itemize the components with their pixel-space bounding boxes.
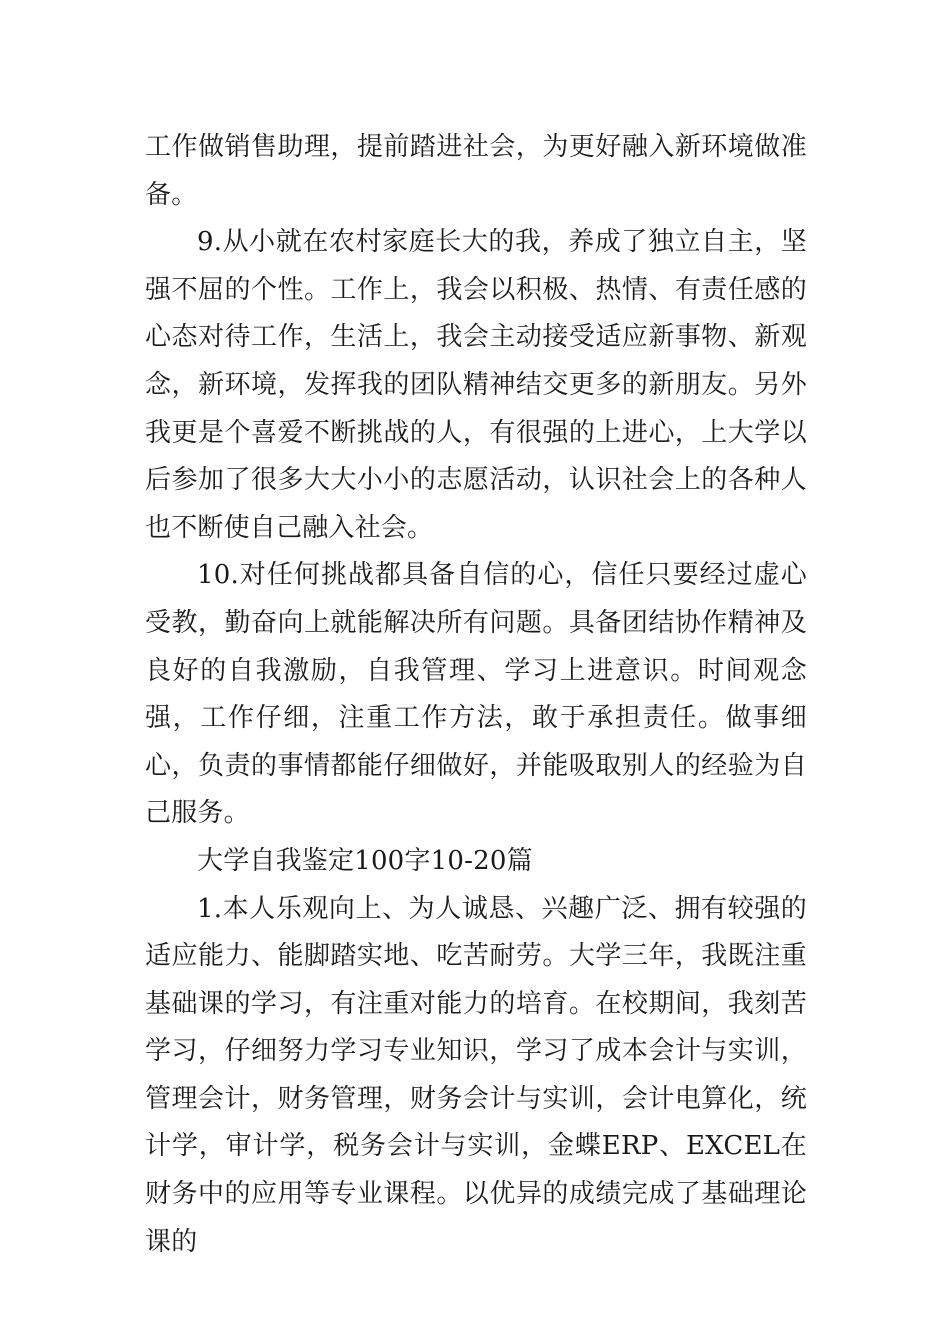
- section-heading: 大学自我鉴定100字10-20篇: [197, 845, 533, 876]
- paragraph-item-9: 9.从小就在农村家庭长大的我，养成了独立自主，坚强不屈的个性。工作上，我会以积极、热情、有责任感的心态对待工作，生活上，我会主动接受适应新事物、新观念，新环境，发挥我的团队精神结交更多的新朋友。另外我更是个喜爱不断挑战的人，有很强的上进心，上大学以后参加了很多大大小小的志愿活动，认识社会上的各种人也不断使自己融入社会。: [145, 227, 807, 543]
- paragraph-item-1: 1.本人乐观向上、为人诚恳、兴趣广泛、拥有较强的适应能力、能脚踏实地、吃苦耐劳。大学三年，我既注重基础课的学习，有注重对能力的培育。在校期间，我刻苦学习，仔细努力学习专业知识，学习了成本会计与实训，管理会计，财务管理，财务会计与实训，会计电算化，统计学，审计学，税务会计与实训，金蝶ERP、EXCEL在财务中的应用等专业课程。以优异的成绩完成了基础理论课的: [145, 893, 807, 1257]
- paragraph-item-10: 10.对任何挑战都具备自信的心，信任只要经过虚心受教，勤奋向上就能解决所有问题。具备团结协作精神及良好的自我激励，自我管理、学习上进意识。时间观念强，工作仔细，注重工作方法，敢于承担责任。做事细心，负责的事情都能仔细做好，并能吸取别人的经验为自己服务。: [145, 560, 807, 829]
- paragraph-continuation: 工作做销售助理，提前踏进社会，为更好融入新环境做准备。: [145, 132, 807, 210]
- document-body: [145, 124, 807, 1266]
